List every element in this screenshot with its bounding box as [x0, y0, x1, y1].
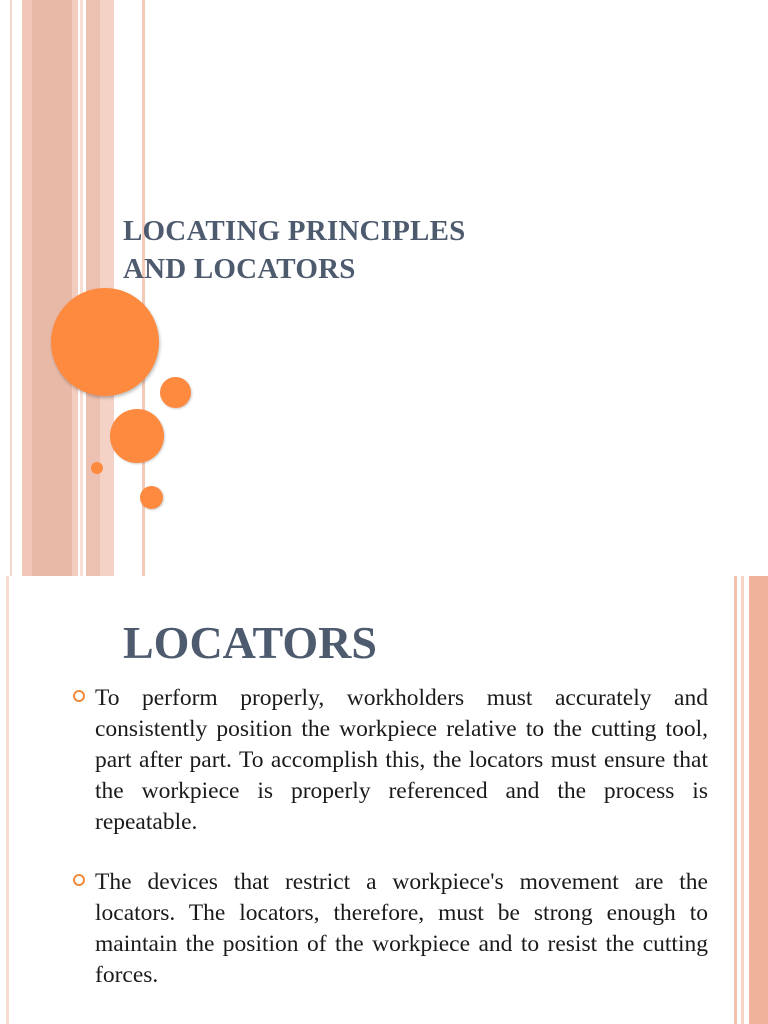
- slide-title-line1: LOCATING PRINCIPLES: [123, 215, 466, 247]
- content-slide: [0, 576, 768, 1024]
- bullet-item: [72, 683, 708, 838]
- bullet-list: [72, 683, 708, 991]
- decorative-stripe: [741, 576, 744, 1024]
- bullet-text: To perform properly, workholders must accurately and consistently position the workpiece relative to the cutting tool, part after part. To accomplish this, the locators must ensure that the workpiece is properly referenced and the process is repeatable.: [95, 685, 708, 835]
- bullet-ring-icon: [73, 690, 85, 702]
- decorative-stripe: [72, 0, 78, 576]
- decorative-stripe: [6, 576, 9, 1024]
- decorative-stripe: [32, 0, 72, 576]
- decorative-circle: [140, 486, 163, 509]
- decorative-stripe: [749, 576, 768, 1024]
- bullet-text: The devices that restrict a workpiece's movement are the locators. The locators, therefore, must be strong enough to maintain the position of the workpiece and to resist the cutting forces.: [95, 869, 708, 988]
- decorative-stripe: [10, 0, 12, 576]
- bullet-item: [72, 867, 708, 991]
- slide-title: [123, 212, 465, 288]
- slide-title: LOCATORS: [123, 617, 377, 668]
- bullet-ring-icon: [73, 874, 85, 886]
- slide-title-line2: AND LOCATORS: [123, 253, 356, 285]
- decorative-stripe: [80, 0, 83, 576]
- decorative-circle-small: [91, 462, 103, 474]
- decorative-circle-large: [51, 288, 159, 396]
- decorative-stripe: [22, 0, 32, 576]
- decorative-circle: [160, 377, 191, 408]
- decorative-circle: [110, 409, 164, 463]
- decorative-stripe: [734, 576, 737, 1024]
